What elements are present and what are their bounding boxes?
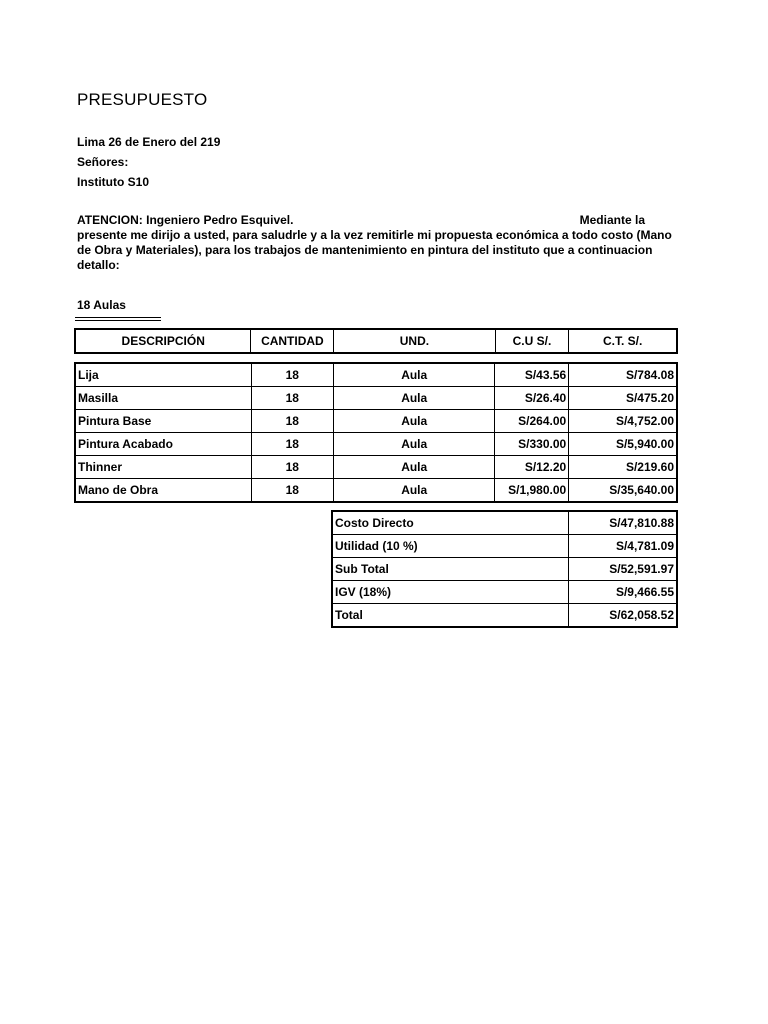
row-description: Masilla [75, 387, 251, 410]
attention-row [77, 213, 677, 228]
row-quantity: 18 [251, 433, 334, 456]
row-quantity: 18 [251, 479, 334, 503]
totals-value: S/47,810.88 [568, 511, 677, 535]
salutation: Señores: [77, 155, 129, 169]
row-unit: Aula [334, 363, 495, 387]
section-underline [75, 317, 161, 321]
date-line: Lima 26 de Enero del 219 [77, 135, 221, 149]
row-unit: Aula [334, 387, 495, 410]
letter-body [77, 213, 677, 273]
row-total-cost: S/5,940.00 [569, 433, 677, 456]
document-title: PRESUPUESTO [77, 90, 208, 109]
items-table [74, 362, 678, 503]
recipient: Instituto S10 [77, 175, 150, 189]
row-total-cost: S/219.60 [569, 456, 677, 479]
body-line-3: detallo: [77, 258, 120, 272]
row-description: Pintura Acabado [75, 433, 251, 456]
row-unit-cost: S/1,980.00 [495, 479, 569, 503]
row-description: Pintura Base [75, 410, 251, 433]
row-description: Mano de Obra [75, 479, 251, 503]
row-total-cost: S/475.20 [569, 387, 677, 410]
attention-line: ATENCION: Ingeniero Pedro Esquivel. [77, 213, 294, 227]
totals-value: S/62,058.52 [568, 604, 677, 628]
row-quantity: 18 [251, 363, 334, 387]
attention-tail: Mediante la [579, 213, 645, 227]
row-unit-cost: S/26.40 [495, 387, 569, 410]
header-unit: UND. [334, 329, 495, 353]
table-row [75, 433, 677, 456]
body-line-2: de Obra y Materiales), para los trabajos de mantenimiento en pintura del instituto que a continuacion [77, 243, 653, 257]
row-unit-cost: S/43.56 [495, 363, 569, 387]
row-description: Lija [75, 363, 251, 387]
row-description: Thinner [75, 456, 251, 479]
totals-row-subtotal [332, 558, 677, 581]
table-row [75, 456, 677, 479]
header-description: DESCRIPCIÓN [75, 329, 251, 353]
totals-label: Sub Total [332, 558, 568, 581]
row-unit: Aula [334, 410, 495, 433]
header-quantity: CANTIDAD [251, 329, 334, 353]
row-unit: Aula [334, 479, 495, 503]
totals-row-direct-cost [332, 511, 677, 535]
row-quantity: 18 [251, 387, 334, 410]
totals-table [331, 510, 678, 628]
row-total-cost: S/4,752.00 [569, 410, 677, 433]
table-row [75, 479, 677, 503]
row-unit: Aula [334, 456, 495, 479]
items-header-table [74, 328, 678, 354]
totals-value: S/52,591.97 [568, 558, 677, 581]
totals-label: Utilidad (10 %) [332, 535, 568, 558]
totals-row-igv [332, 581, 677, 604]
row-quantity: 18 [251, 456, 334, 479]
row-total-cost: S/35,640.00 [569, 479, 677, 503]
table-row [75, 387, 677, 410]
totals-row-total [332, 604, 677, 628]
totals-value: S/4,781.09 [568, 535, 677, 558]
totals-row-profit [332, 535, 677, 558]
row-unit-cost: S/330.00 [495, 433, 569, 456]
header-unit-cost: C.U S/. [495, 329, 569, 353]
header-total-cost: C.T. S/. [569, 329, 677, 353]
row-total-cost: S/784.08 [569, 363, 677, 387]
row-unit-cost: S/12.20 [495, 456, 569, 479]
body-line-1: presente me dirijo a usted, para saludrle y a la vez remitirle mi propuesta económica a todo costo (Mano [77, 228, 672, 242]
table-row [75, 410, 677, 433]
table-row [75, 363, 677, 387]
header-row [75, 329, 677, 353]
totals-label: Costo Directo [332, 511, 568, 535]
section-label: 18 Aulas [77, 298, 126, 312]
totals-label: IGV (18%) [332, 581, 568, 604]
row-unit: Aula [334, 433, 495, 456]
totals-label: Total [332, 604, 568, 628]
row-unit-cost: S/264.00 [495, 410, 569, 433]
totals-value: S/9,466.55 [568, 581, 677, 604]
row-quantity: 18 [251, 410, 334, 433]
